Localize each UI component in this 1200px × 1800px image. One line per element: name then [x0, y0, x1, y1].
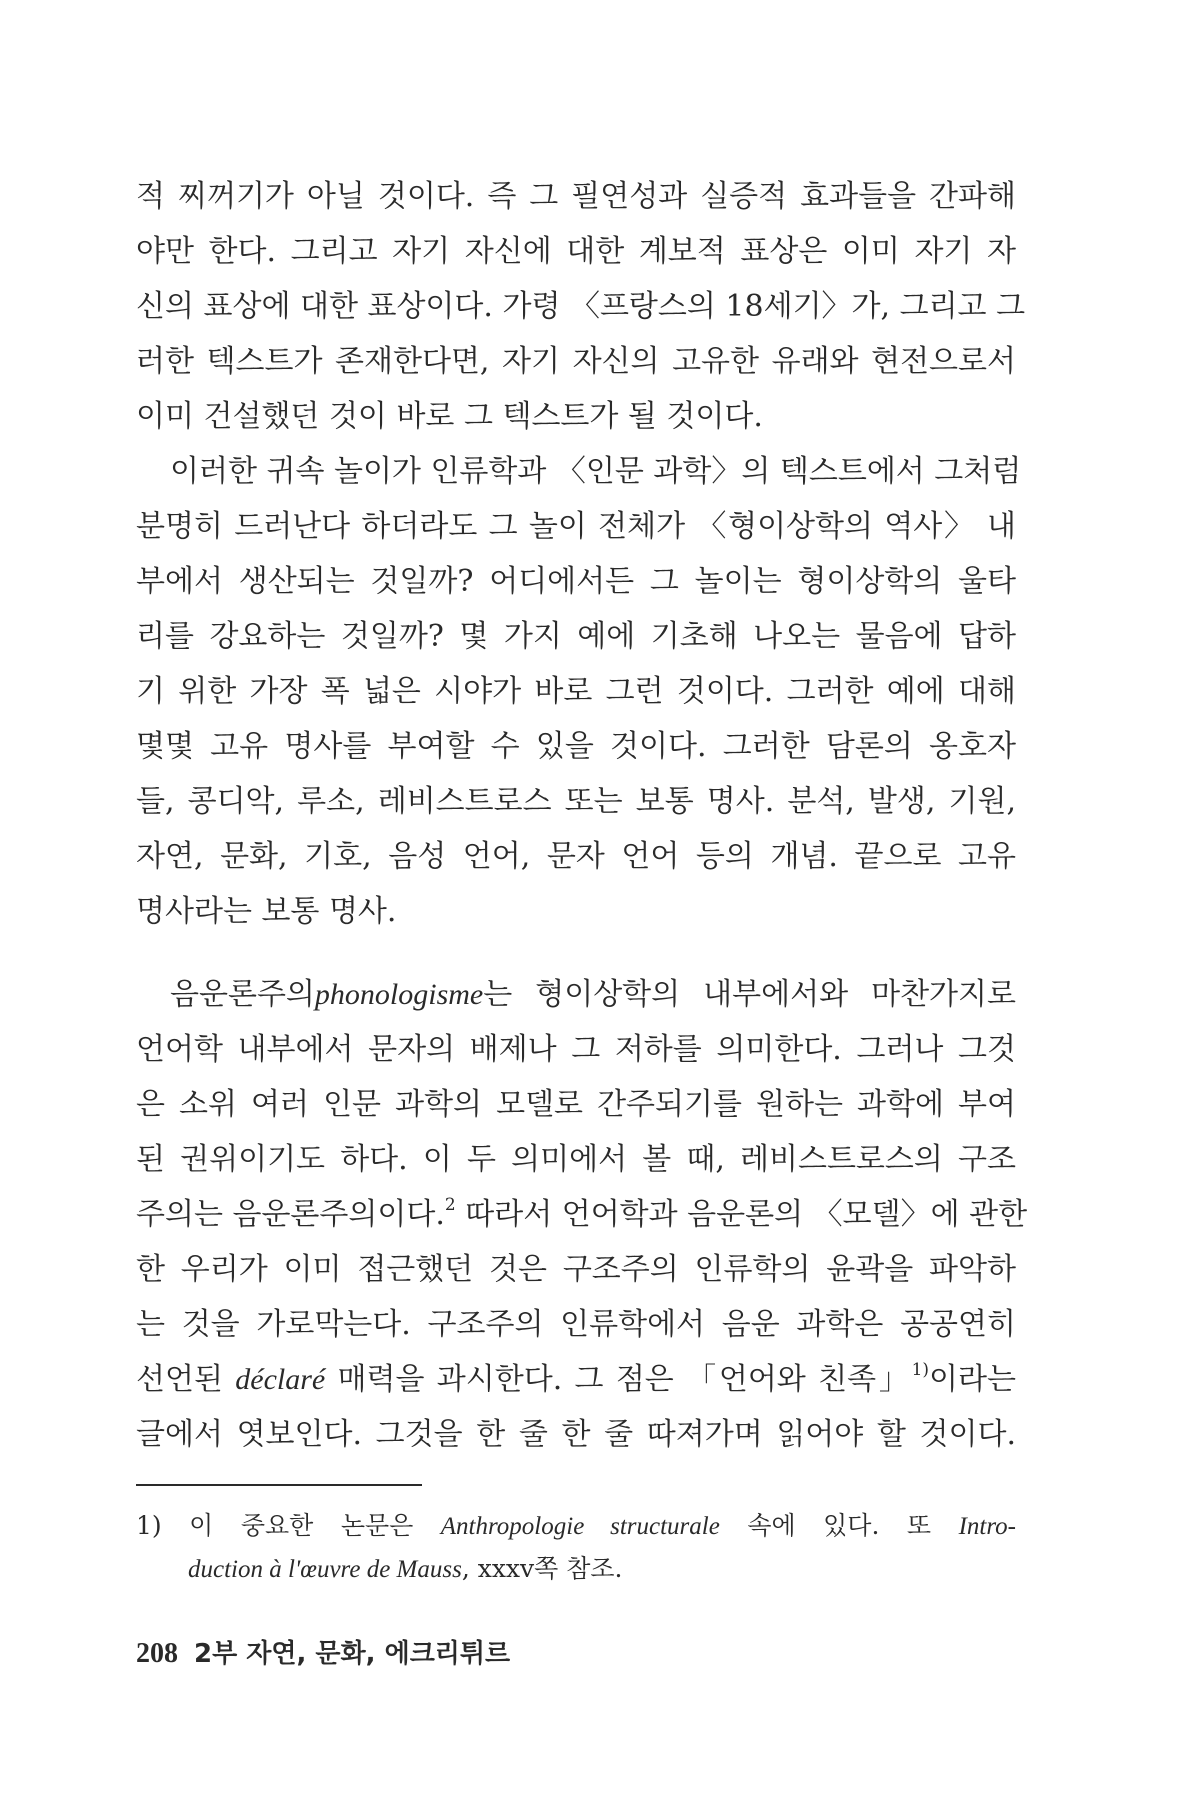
text-line: 명사라는 보통 명사. — [136, 894, 397, 929]
book-title: Intro- — [958, 1513, 1016, 1540]
text-run: , xxxv쪽 참조. — [461, 1554, 623, 1583]
text-run: 이라는 — [929, 1362, 1016, 1397]
page-number: 208 — [136, 1638, 178, 1669]
text-run: 는 형이상학의 내부에서와 마찬가지로 — [483, 977, 1016, 1012]
text-line: 기 위한 가장 폭 넓은 시야가 바로 그런 것이다. 그러한 예에 대해 — [136, 674, 1016, 709]
foreign-term: phonologisme — [314, 978, 484, 1011]
text-run: 이 중요한 논문은 — [161, 1511, 441, 1540]
footnote — [136, 1505, 1016, 1591]
text-run: 음운론주의 — [170, 977, 315, 1012]
text-run: 선언된 — [136, 1362, 236, 1397]
paragraph-2 — [136, 444, 1022, 939]
footnote-number: 1) — [136, 1511, 162, 1540]
text-run: 주의는 음운론주의이다. — [136, 1197, 445, 1232]
text-line — [136, 1352, 1016, 1407]
text-line: 적 찌꺼기가 아닐 것이다. 즉 그 필연성과 실증적 효과들을 간파해 — [136, 179, 1016, 214]
text-line: 이러한 귀속 놀이가 인류학과 〈인문 과학〉의 텍스트에서 그처럼 — [170, 454, 1022, 489]
text-line: 분명히 드러난다 하더라도 그 놀이 전체가 〈형이상학의 역사〉 내 — [136, 509, 1016, 544]
text-line: 글에서 엿보인다. 그것을 한 줄 한 줄 따져가며 읽어야 할 것이다. — [136, 1417, 1016, 1452]
text-line: 야만 한다. 그리고 자기 자신에 대한 계보적 표상은 이미 자기 자 — [136, 234, 1016, 269]
paragraph-3 — [136, 967, 1028, 1462]
footnote-marker: 1) — [911, 1360, 930, 1380]
footnote-line — [136, 1548, 1016, 1591]
text-line: 은 소위 여러 인문 과학의 모델로 간주되기를 원하는 과학에 부여 — [136, 1087, 1016, 1122]
text-line: 러한 텍스트가 존재한다면, 자기 자신의 고유한 유래와 현전으로서 — [136, 344, 1016, 379]
text-line: 이미 건설했던 것이 바로 그 텍스트가 될 것이다. — [136, 399, 763, 434]
endnote-marker: 2 — [444, 1195, 456, 1215]
text-line: 리를 강요하는 것일까? 몇 가지 예에 기초해 나오는 물음에 답하 — [136, 619, 1016, 654]
book-title: Anthropologie structurale — [440, 1513, 720, 1540]
text-line: 자연, 문화, 기호, 음성 언어, 문자 언어 등의 개념. 끝으로 고유 — [136, 839, 1016, 874]
text-line: 들, 콩디악, 루소, 레비스트로스 또는 보통 명사. 분석, 발생, 기원, — [136, 784, 1016, 819]
text-line: 언어학 내부에서 문자의 배제나 그 저하를 의미한다. 그러나 그것 — [136, 1032, 1016, 1067]
text-run: 매력을 과시한다. 그 점은 「언어와 친족」 — [325, 1362, 912, 1397]
text-line — [136, 967, 1016, 1022]
text-line: 부에서 생산되는 것일까? 어디에서든 그 놀이는 형이상학의 울타 — [136, 564, 1016, 599]
paragraph-1 — [136, 169, 1026, 444]
text-run: 속에 있다. 또 — [719, 1511, 959, 1540]
running-footer — [136, 1633, 510, 1670]
book-title: duction à l'œuvre de Mauss — [188, 1556, 462, 1583]
foreign-term: déclaré — [235, 1363, 326, 1396]
text-line: 는 것을 가로막는다. 구조주의 인류학에서 음운 과학은 공공연히 — [136, 1307, 1016, 1342]
text-run: 따라서 언어학과 음운론의 〈모델〉에 관한 — [455, 1197, 1028, 1232]
text-line: 한 우리가 이미 접근했던 것은 구조주의 인류학의 윤곽을 파악하 — [136, 1252, 1016, 1287]
text-line: 된 권위이기도 하다. 이 두 의미에서 볼 때, 레비스트로스의 구조 — [136, 1142, 1016, 1177]
text-line: 신의 표상에 대한 표상이다. 가령 〈프랑스의 18세기〉가, 그리고 그 — [136, 289, 1026, 324]
text-line — [136, 1187, 1028, 1242]
footnote-line — [136, 1505, 1016, 1548]
footnote-divider — [136, 1484, 422, 1486]
section-title: 2부 자연, 문화, 에크리튀르 — [194, 1639, 511, 1669]
text-line: 몇몇 고유 명사를 부여할 수 있을 것이다. 그러한 담론의 옹호자 — [136, 729, 1016, 764]
